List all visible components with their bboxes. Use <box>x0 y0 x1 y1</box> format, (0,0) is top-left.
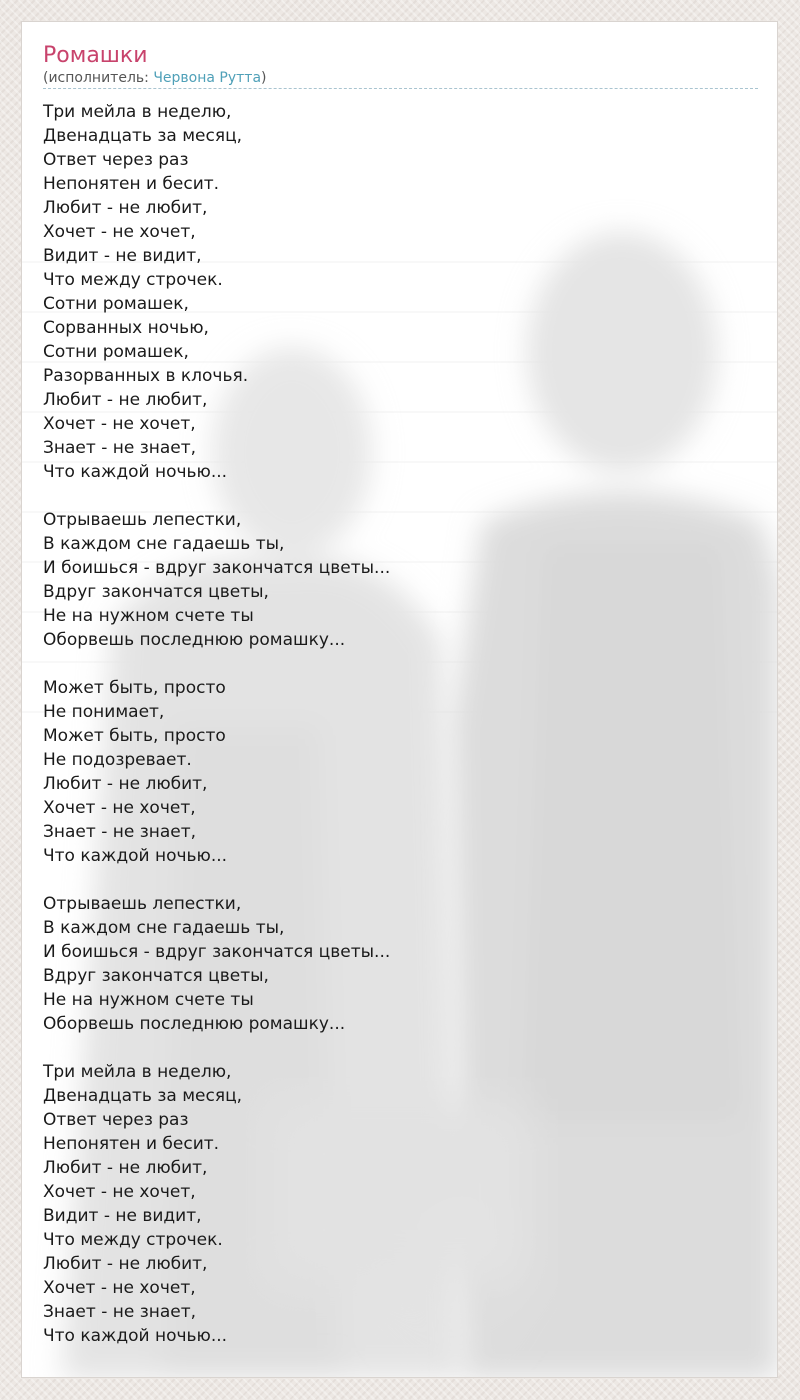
lyrics-line: Отрываешь лепестки, <box>43 894 242 914</box>
artist-prefix: (исполнитель: <box>43 70 154 86</box>
lyrics-line: Любит - не любит, <box>43 198 208 218</box>
lyrics-content <box>43 22 758 1348</box>
lyrics-line: Любит - не любит, <box>43 390 208 410</box>
lyrics-line: Не понимает, <box>43 702 165 722</box>
lyrics-line: Три мейла в неделю, <box>43 102 232 122</box>
lyrics-line: Вдруг закончатся цветы, <box>43 966 269 986</box>
lyrics-line: Отрываешь лепестки, <box>43 510 242 530</box>
lyrics-line: Любит - не любит, <box>43 774 208 794</box>
lyrics-line: Ответ через раз <box>43 1110 189 1130</box>
lyrics-line: Что между строчек. <box>43 270 223 290</box>
lyrics-line: Три мейла в неделю, <box>43 1062 232 1082</box>
lyrics-line: Оборвешь последнюю ромашку... <box>43 630 346 650</box>
lyrics-line: Непонятен и бесит. <box>43 174 220 194</box>
lyrics-line: Что каждой ночью... <box>43 1326 228 1346</box>
lyrics-stanza <box>43 508 758 652</box>
lyrics-stanza <box>43 676 758 868</box>
lyrics-text <box>43 100 758 1348</box>
lyrics-line: Вдруг закончатся цветы, <box>43 582 269 602</box>
artist-suffix: ) <box>261 70 267 86</box>
lyrics-line: Видит - не видит, <box>43 246 202 266</box>
lyrics-line: Может быть, просто <box>43 678 226 698</box>
lyrics-line: Двенадцать за месяц, <box>43 1086 243 1106</box>
song-title: Ромашки <box>43 43 148 68</box>
lyrics-line: Не подозревает. <box>43 750 192 770</box>
lyrics-line: Ответ через раз <box>43 150 189 170</box>
lyrics-line: Непонятен и бесит. <box>43 1134 220 1154</box>
lyrics-line: Знает - не знает, <box>43 438 197 458</box>
lyrics-stanza <box>43 892 758 1036</box>
lyrics-line: Любит - не любит, <box>43 1158 208 1178</box>
lyrics-line: Хочет - не хочет, <box>43 414 196 434</box>
lyrics-line: Сорванных ночью, <box>43 318 209 338</box>
lyrics-card <box>21 21 778 1378</box>
lyrics-line: Видит - не видит, <box>43 1206 202 1226</box>
lyrics-line: Знает - не знает, <box>43 822 197 842</box>
lyrics-line: И боишься - вдруг закончатся цветы... <box>43 942 391 962</box>
lyrics-line: Не на нужном счете ты <box>43 990 254 1010</box>
lyrics-line: Хочет - не хочет, <box>43 1182 196 1202</box>
lyrics-line: Хочет - не хочет, <box>43 1278 196 1298</box>
lyrics-line: Знает - не знает, <box>43 1302 197 1322</box>
lyrics-line: Разорванных в клочья. <box>43 366 249 386</box>
lyrics-line: В каждом сне гадаешь ты, <box>43 918 285 938</box>
lyrics-line: Двенадцать за месяц, <box>43 126 243 146</box>
artist-link[interactable]: Червона Рутта <box>153 70 262 86</box>
lyrics-line: И боишься - вдруг закончатся цветы... <box>43 558 391 578</box>
lyrics-line: Оборвешь последнюю ромашку... <box>43 1014 346 1034</box>
lyrics-line: Хочет - не хочет, <box>43 798 196 818</box>
lyrics-line: Не на нужном счете ты <box>43 606 254 626</box>
lyrics-line: Что каждой ночью... <box>43 462 228 482</box>
lyrics-stanza <box>43 100 758 484</box>
lyrics-line: Хочет - не хочет, <box>43 222 196 242</box>
lyrics-stanza <box>43 1060 758 1348</box>
artist-line <box>43 69 758 89</box>
lyrics-line: Что между строчек. <box>43 1230 223 1250</box>
lyrics-line: Что каждой ночью... <box>43 846 228 866</box>
lyrics-line: В каждом сне гадаешь ты, <box>43 534 285 554</box>
lyrics-line: Может быть, просто <box>43 726 226 746</box>
lyrics-line: Любит - не любит, <box>43 1254 208 1274</box>
lyrics-line: Сотни ромашек, <box>43 342 189 362</box>
lyrics-line: Сотни ромашек, <box>43 294 189 314</box>
